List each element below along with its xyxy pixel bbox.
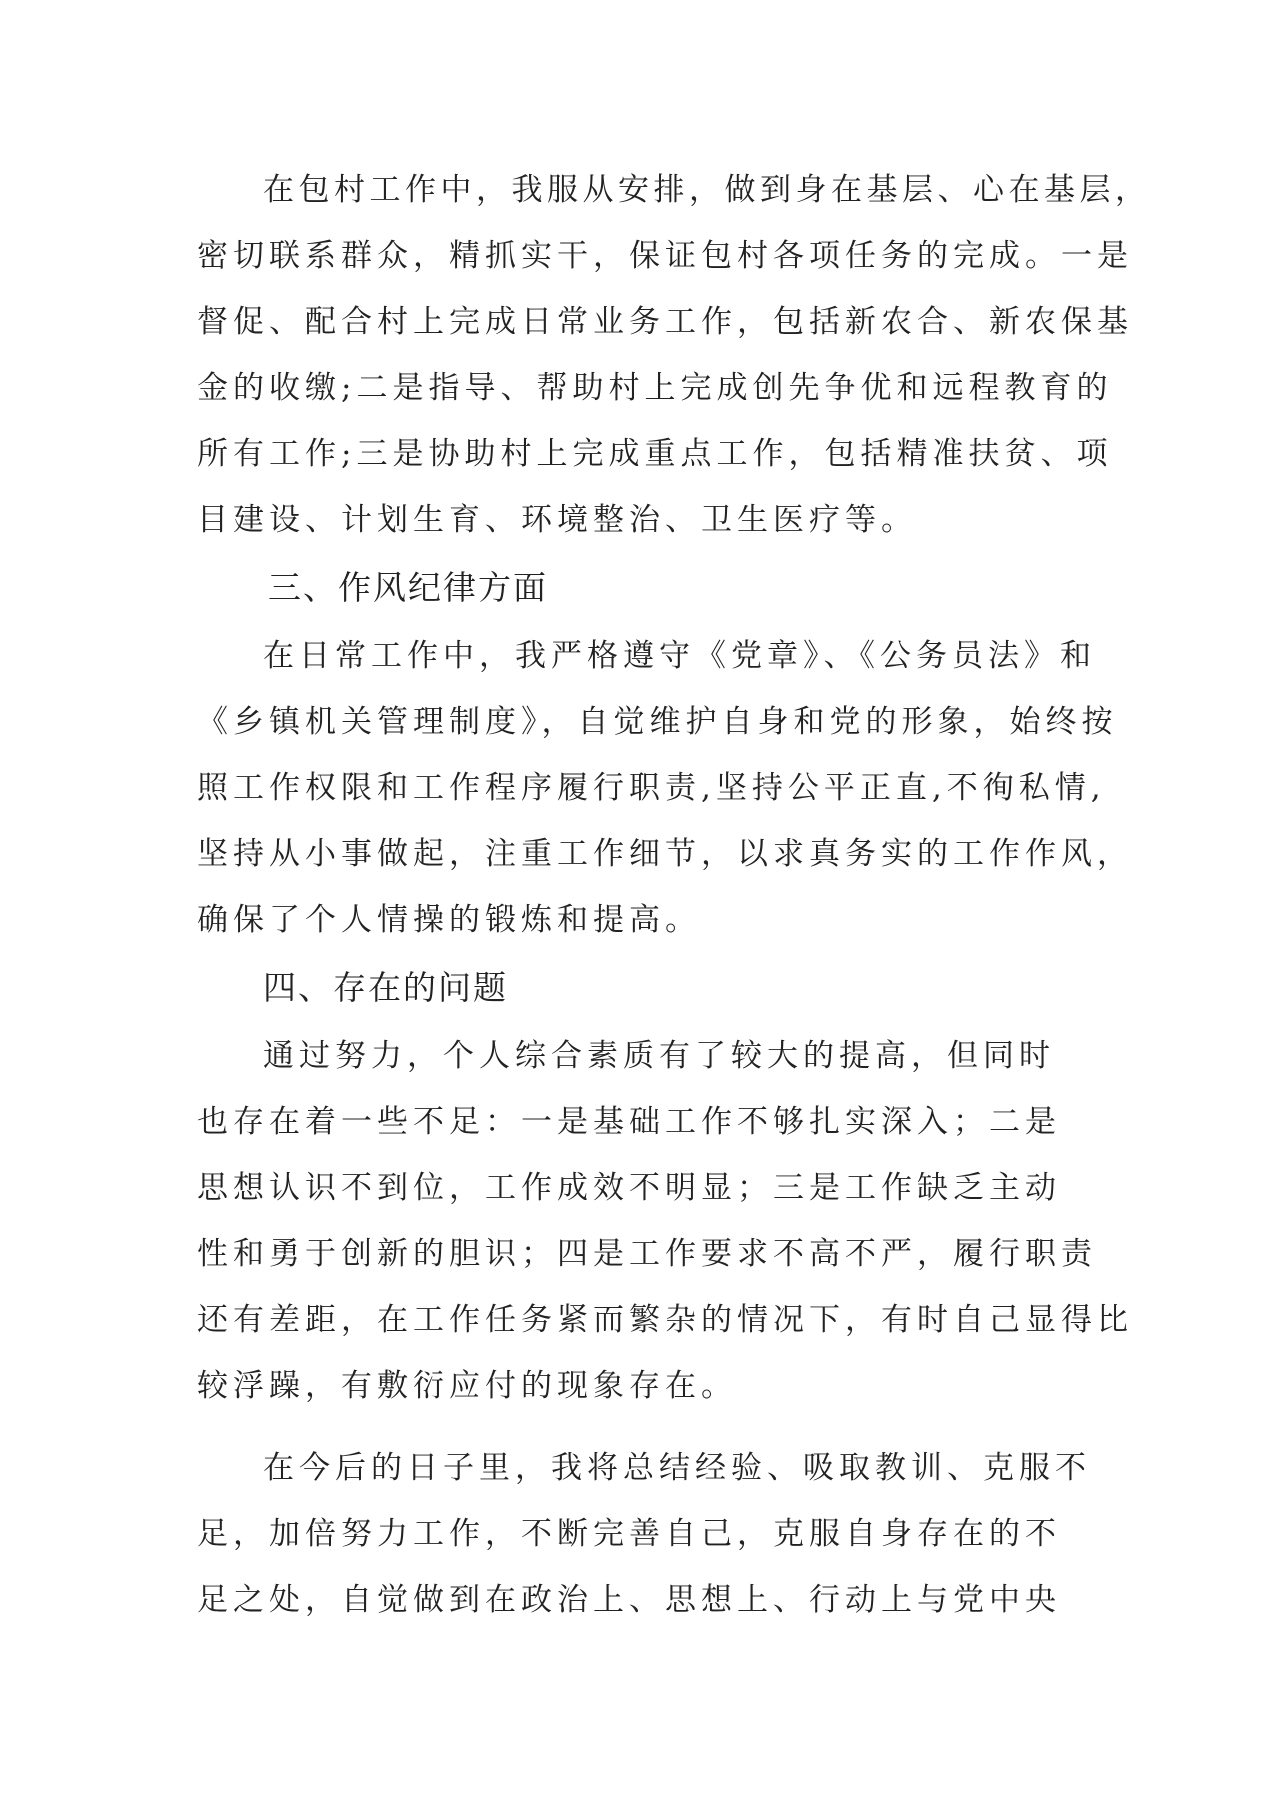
paragraph-line: 《乡镇机关管理制度》，自觉维护自身和党的形象，始终按	[197, 704, 1118, 740]
paragraph-line: 督促、配合村上完成日常业务工作，包括新农合、新农保基	[197, 304, 1133, 340]
section-heading: 三、作风纪律方面	[268, 568, 548, 607]
paragraph-line: 照工作权限和工作程序履行职责,坚持公平正直,不徇私情,	[197, 770, 1106, 806]
paragraph-line: 还有差距，在工作任务紧而繁杂的情况下，有时自己显得比	[197, 1302, 1133, 1338]
paragraph-line: 足之处，自觉做到在政治上、思想上、行动上与党中央	[197, 1582, 1061, 1618]
paragraph-line: 目建设、计划生育、环境整治、卫生医疗等。	[197, 502, 917, 538]
paragraph-line: 性和勇于创新的胆识；四是工作要求不高不严，履行职责	[197, 1236, 1097, 1272]
paragraph-line: 密切联系群众，精抓实干，保证包村各项任务的完成。一是	[197, 238, 1133, 274]
paragraph-line: 坚持从小事做起，注重工作细节，以求真务实的工作作风，	[197, 836, 1133, 872]
paragraph-line: 确保了个人情操的锻炼和提高。	[197, 902, 701, 938]
paragraph-line: 足，加倍努力工作，不断完善自己，克服自身存在的不	[197, 1516, 1061, 1552]
paragraph-line: 通过努力，个人综合素质有了较大的提高，但同时	[263, 1038, 1055, 1074]
paragraph-line: 在今后的日子里，我将总结经验、吸取教训、克服不	[263, 1450, 1091, 1486]
paragraph-line: 在包村工作中，我服从安排，做到身在基层、心在基层，	[263, 172, 1151, 208]
paragraph-line: 思想认识不到位，工作成效不明显；三是工作缺乏主动	[197, 1170, 1061, 1206]
paragraph-line: 所有工作;三是协助村上完成重点工作，包括精准扶贫、项	[197, 436, 1113, 472]
paragraph-line: 金的收缴;二是指导、帮助村上完成创先争优和远程教育的	[197, 370, 1113, 406]
paragraph-line: 也存在着一些不足：一是基础工作不够扎实深入；二是	[197, 1104, 1061, 1140]
paragraph-line: 较浮躁，有敷衍应付的现象存在。	[197, 1368, 737, 1404]
paragraph-line: 在日常工作中，我严格遵守《党章》、《公务员法》和	[263, 638, 1096, 674]
section-heading: 四、存在的问题	[263, 968, 508, 1007]
